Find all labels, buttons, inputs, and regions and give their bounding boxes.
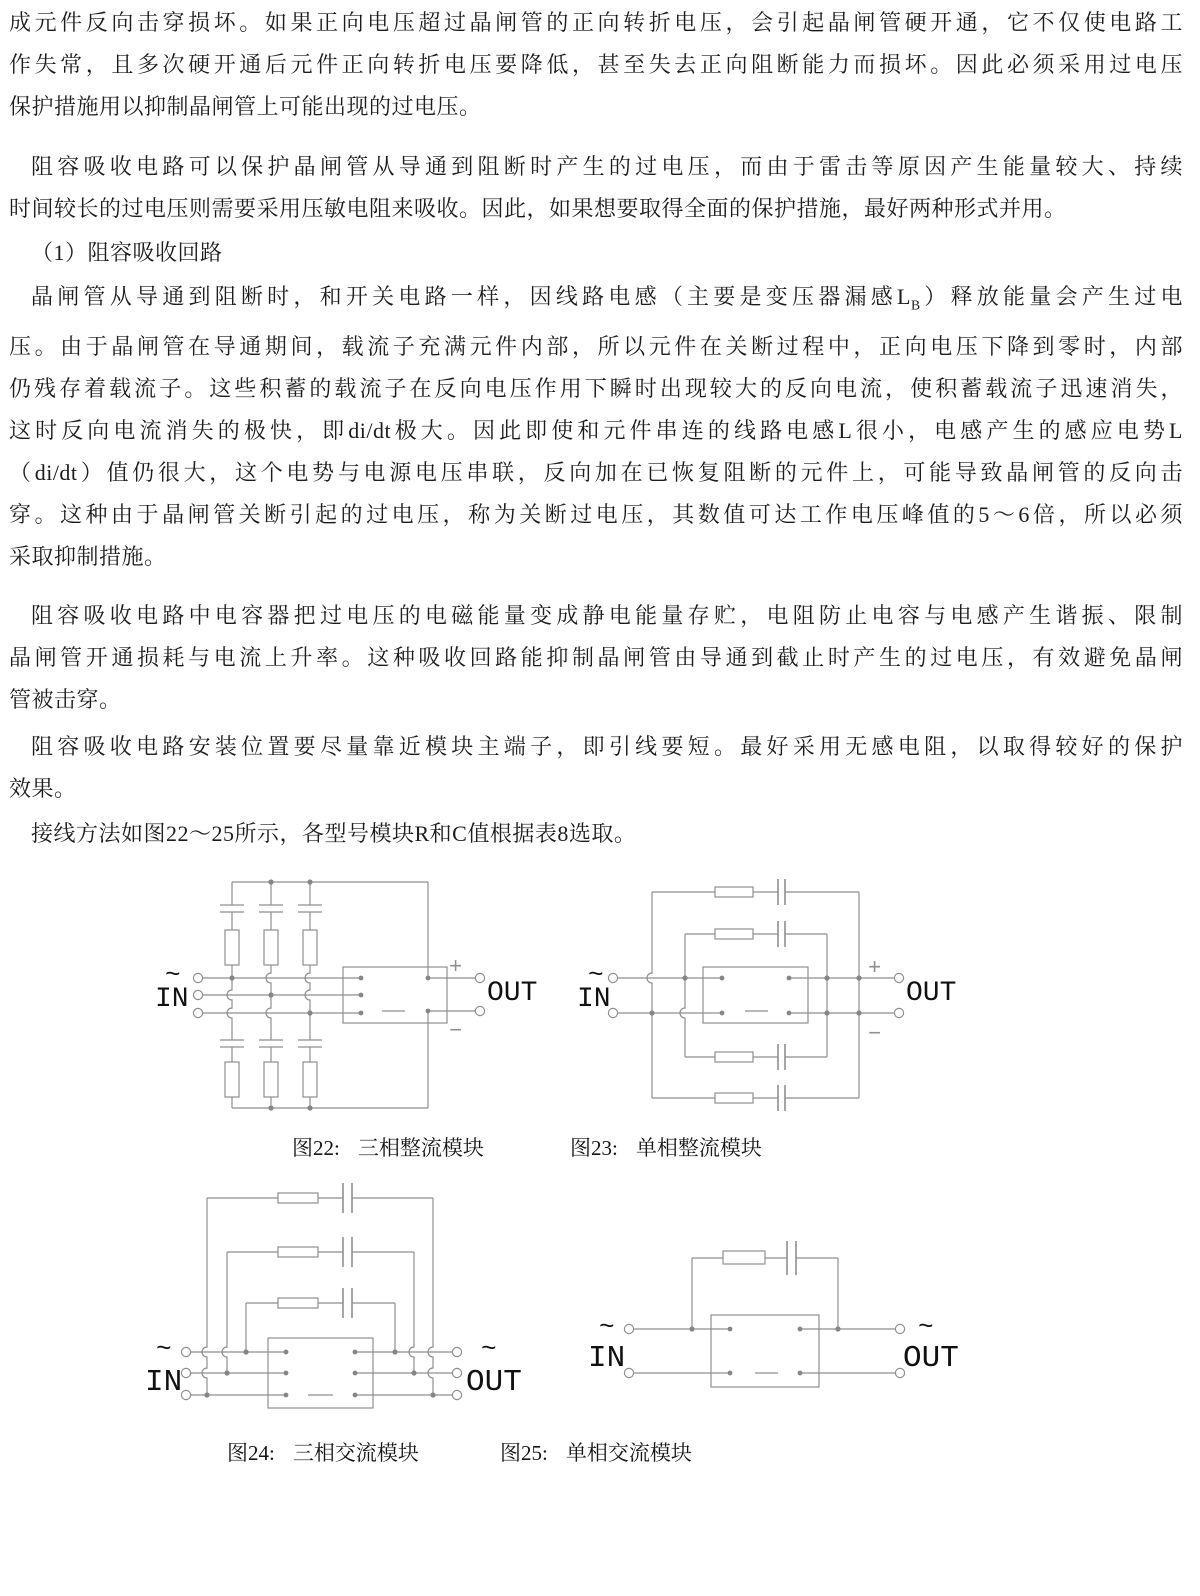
out-label: OUT <box>466 1365 522 1400</box>
out-label: OUT <box>903 1341 959 1376</box>
text-line: 晶闸管开通损耗与电流上升率。这种吸收回路能抑制晶闸管由导通到截止时产生的过电压，有效避免晶闸 <box>9 645 1183 671</box>
text-segment: 晶闸管从导通到阻断时，和开关电路一样，因线路电感（主要是变压器漏感 <box>31 284 898 309</box>
text-line: 管被击穿。 <box>9 687 122 713</box>
text-line: 采取抑制措施。 <box>9 544 167 570</box>
ac-tilde-label: ~ <box>165 960 181 990</box>
circuit-figures <box>0 840 1200 1500</box>
ac-tilde-label: ~ <box>156 1334 172 1364</box>
fig24-three-phase-ac-diagram <box>145 1183 522 1408</box>
ac-tilde-label: ~ <box>918 1312 934 1342</box>
text-line: 效果。 <box>9 776 77 802</box>
text-line: 阻容吸收电路可以保护晶闸管从导通到阻断时产生的过电压，而由于雷击等原因产生能量较大、持续 <box>31 154 1183 179</box>
text-line: （di/dt）值仍很大，这个电势与电源电压串联，反向加在已恢复阻断的元件上，可能导致晶闸管的反向击 <box>9 460 1183 486</box>
paragraph-5 <box>9 595 1183 721</box>
figure-title: 三相整流模块 <box>357 1136 484 1160</box>
paragraph-4 <box>9 276 1183 578</box>
text-line: 接线方法如图22～25所示，各型号模块R和C值根据表8选取。 <box>31 821 637 847</box>
inductance-subscript: B <box>910 297 921 313</box>
text-line: 这时反向电流消失的极快，即di/dt极大。因此即使和元件串连的线路电感L很小，电感产生的感应电势L <box>9 418 1183 444</box>
ac-tilde-label: ~ <box>599 1312 615 1342</box>
text-line: 时间较长的过电压则需要采用压敏电阻来吸收。因此，如果想要取得全面的保护措施，最好两种形式并用。 <box>9 196 1067 221</box>
resistor <box>723 1251 765 1264</box>
plus-label: + <box>868 956 882 981</box>
resistors <box>278 1193 318 1308</box>
minus-label: − <box>449 1019 463 1044</box>
figure-number: 图22: <box>292 1136 340 1160</box>
paragraph-6 <box>9 726 1183 810</box>
capacitors <box>343 1183 352 1318</box>
minus-label: − <box>868 1022 882 1047</box>
terminals <box>624 1324 904 1377</box>
out-label: OUT <box>487 978 538 1009</box>
capacitor <box>787 1241 796 1275</box>
ac-tilde-label: ~ <box>588 960 604 990</box>
text-line <box>9 276 1183 326</box>
text-line: 保护措施用以抑制晶闸管上可能出现的过电压。 <box>9 94 482 119</box>
plus-label: + <box>449 955 463 980</box>
module-box <box>703 967 808 1023</box>
figure-title: 三相交流模块 <box>292 1441 419 1465</box>
in-label: IN <box>577 984 611 1015</box>
figure25-caption <box>500 1437 692 1467</box>
text-line: 作失常，且多次硬开通后元件正向转折电压要降低，甚至失去正向阻断能力而损坏。因此必须采用过电压 <box>9 52 1183 77</box>
paragraph-3 <box>9 232 1183 274</box>
module-box <box>711 1315 819 1387</box>
figure24-caption <box>227 1437 419 1467</box>
resistors <box>715 887 753 1103</box>
text-line: 仍残存着载流子。这些积蓄的载流子在反向电压作用下瞬时出现较大的反向电流，使积蓄载流子迅速消失， <box>9 376 1183 402</box>
figure22-caption <box>292 1132 484 1162</box>
wires <box>191 1198 452 1395</box>
text-segment: ）释放能量会产生过电 <box>920 284 1183 309</box>
text-line: 阻容吸收电路安装位置要尽量靠近模块主端子，即引线要短。最好采用无感电阻，以取得较好的保护 <box>31 734 1183 760</box>
capacitors <box>778 879 785 1111</box>
ac-tilde-label: ~ <box>481 1334 497 1364</box>
figure-number: 图24: <box>227 1441 275 1465</box>
text-line: 成元件反向击穿损坏。如果正向电压超过晶闸管的正向转折电压，会引起晶闸管硬开通，它不仅使电路工 <box>9 10 1183 35</box>
text-line: 穿。这种由于晶闸管关断引起的过电压，称为关断过电压，其数值可达工作电压峰值的5～6倍，所以必须 <box>9 502 1183 528</box>
fig25-single-phase-ac-diagram <box>588 1241 959 1387</box>
paragraph-1 <box>9 2 1183 128</box>
figure-title: 单相交流模块 <box>565 1441 692 1465</box>
figure-title: 单相整流模块 <box>635 1136 762 1160</box>
figure-number: 图23: <box>570 1136 618 1160</box>
text-line: 阻容吸收电路中电容器把过电压的电磁能量变成静电能量存贮，电阻防止电容与电感产生谐振、限制 <box>31 603 1183 629</box>
text-line: （1）阻容吸收回路 <box>31 240 223 265</box>
paragraph-2 <box>9 146 1183 230</box>
junction-dots <box>689 1326 840 1375</box>
fig23-single-phase-rectifier-diagram <box>577 879 956 1111</box>
in-label: IN <box>588 1341 626 1376</box>
inductance-symbol: L <box>897 284 911 309</box>
fig22-three-phase-rectifier-diagram <box>155 879 537 1110</box>
in-label: IN <box>145 1365 183 1400</box>
figure-number: 图25: <box>500 1441 548 1465</box>
in-label: IN <box>155 984 189 1015</box>
out-label: OUT <box>906 978 957 1009</box>
figure23-caption <box>570 1132 762 1162</box>
body-text <box>9 2 1183 855</box>
wires <box>203 882 475 1108</box>
wires <box>618 892 894 1098</box>
text-line: 压。由于晶闸管在导通期间，载流子充满元件内部，所以元件在关断过程中，正向电压下降到零时，内部 <box>9 334 1183 360</box>
